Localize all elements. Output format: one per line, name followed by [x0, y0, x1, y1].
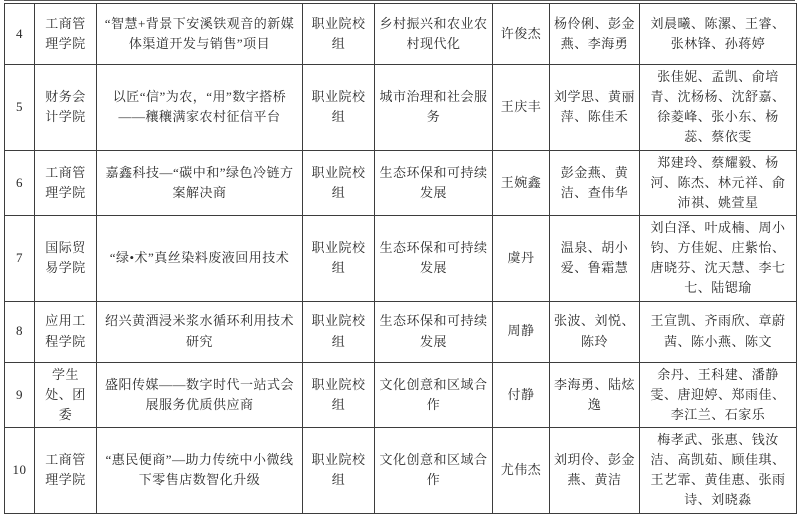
- cell-advisors: 刘晨曦、陈漯、王睿、张林锋、孙蒋婷: [640, 4, 797, 65]
- cell-group: 职业院校组: [303, 427, 375, 513]
- cell-advisors: 刘白泽、叶成楠、周小钧、方佳妮、庄紫怡、唐晓芬、沈天慧、李七七、陆锶瑜: [640, 215, 797, 301]
- cell-theme-track: 生态环保和可持续发展: [375, 150, 493, 215]
- cell-advisors: 郑建玲、蔡耀毅、杨河、陈杰、林元祥、俞沛祺、姚萱星: [640, 150, 797, 215]
- cell-group: 职业院校组: [303, 362, 375, 427]
- table-row: [5, 150, 797, 215]
- cell-project-title: 以匠“信”为农，“用”数字搭桥——穰穰满家农村征信平台: [97, 65, 303, 151]
- cell-college: 国际贸易学院: [35, 215, 97, 301]
- table-body: [5, 4, 797, 514]
- table-row: [5, 215, 797, 301]
- cell-team-members: 刘玥伶、彭金燕、黄洁: [550, 427, 640, 513]
- cell-advisors: 梅孝武、张惠、钱汝洁、高凯茹、顾佳琪、王艺霏、黄佳惠、张雨诗、刘晓淼: [640, 427, 797, 513]
- cell-college: 财务会计学院: [35, 65, 97, 151]
- cell-team-members: 张波、刘悦、陈玲: [550, 301, 640, 362]
- cell-theme-track: 生态环保和可持续发展: [375, 301, 493, 362]
- cell-project-title: “绿•术”真丝染料废液回用技术: [97, 215, 303, 301]
- cell-group: 职业院校组: [303, 4, 375, 65]
- cell-team-members: 李海勇、陆炫逸: [550, 362, 640, 427]
- cell-college: 应用工程学院: [35, 301, 97, 362]
- cell-team-members: 杨伶俐、彭金燕、李海勇: [550, 4, 640, 65]
- cell-advisors: 余丹、王科建、潘静雯、唐迎婷、郑雨佳、李江兰、石家乐: [640, 362, 797, 427]
- cell-row-number: 9: [5, 362, 35, 427]
- cell-theme-track: 乡村振兴和农业农村现代化: [375, 4, 493, 65]
- cell-row-number: 5: [5, 65, 35, 151]
- cell-leader: 王庆丰: [493, 65, 550, 151]
- project-list-table: [4, 3, 797, 514]
- cell-row-number: 6: [5, 150, 35, 215]
- cell-theme-track: 文化创意和区域合作: [375, 427, 493, 513]
- cell-project-title: 嘉鑫科技—“碳中和”绿色冷链方案解决商: [97, 150, 303, 215]
- cell-leader: 尤伟杰: [493, 427, 550, 513]
- cell-project-title: “惠民便商”—助力传统中小微线下零售店数智化升级: [97, 427, 303, 513]
- table-row: [5, 4, 797, 65]
- cell-group: 职业院校组: [303, 150, 375, 215]
- cell-college: 工商管理学院: [35, 4, 97, 65]
- cell-advisors: 张佳妮、孟凯、俞培青、沈杨杨、沈舒嘉、徐菱峰、张小东、杨蕊、蔡依雯: [640, 65, 797, 151]
- cell-theme-track: 文化创意和区域合作: [375, 362, 493, 427]
- table-row: [5, 65, 797, 151]
- table-row: [5, 301, 797, 362]
- cell-project-title: 盛阳传媒——数字时代一站式会展服务优质供应商: [97, 362, 303, 427]
- cell-team-members: 刘学思、黄丽萍、陈佳禾: [550, 65, 640, 151]
- cell-leader: 王婉鑫: [493, 150, 550, 215]
- table-top-border-remnant: [4, 0, 795, 1]
- cell-group: 职业院校组: [303, 301, 375, 362]
- cell-college: 工商管理学院: [35, 427, 97, 513]
- cell-row-number: 8: [5, 301, 35, 362]
- cell-leader: 付静: [493, 362, 550, 427]
- cell-team-members: 彭金燕、黄洁、查伟华: [550, 150, 640, 215]
- table-row: [5, 362, 797, 427]
- cell-team-members: 温泉、胡小爱、鲁霜慧: [550, 215, 640, 301]
- cell-project-title: “智慧+背景下安溪铁观音的新媒体渠道开发与销售”项目: [97, 4, 303, 65]
- cell-leader: 虞丹: [493, 215, 550, 301]
- cell-row-number: 10: [5, 427, 35, 513]
- cell-group: 职业院校组: [303, 65, 375, 151]
- cell-advisors: 王宣凯、齐雨欣、章蔚茜、陈小燕、陈文: [640, 301, 797, 362]
- cell-college: 工商管理学院: [35, 150, 97, 215]
- cell-row-number: 7: [5, 215, 35, 301]
- cell-theme-track: 生态环保和可持续发展: [375, 215, 493, 301]
- cell-leader: 周静: [493, 301, 550, 362]
- cell-group: 职业院校组: [303, 215, 375, 301]
- cell-row-number: 4: [5, 4, 35, 65]
- cell-leader: 许俊杰: [493, 4, 550, 65]
- cell-project-title: 绍兴黄酒浸米浆水循环利用技术研究: [97, 301, 303, 362]
- cell-college: 学生处、团委: [35, 362, 97, 427]
- table-row: [5, 427, 797, 513]
- cell-theme-track: 城市治理和社会服务: [375, 65, 493, 151]
